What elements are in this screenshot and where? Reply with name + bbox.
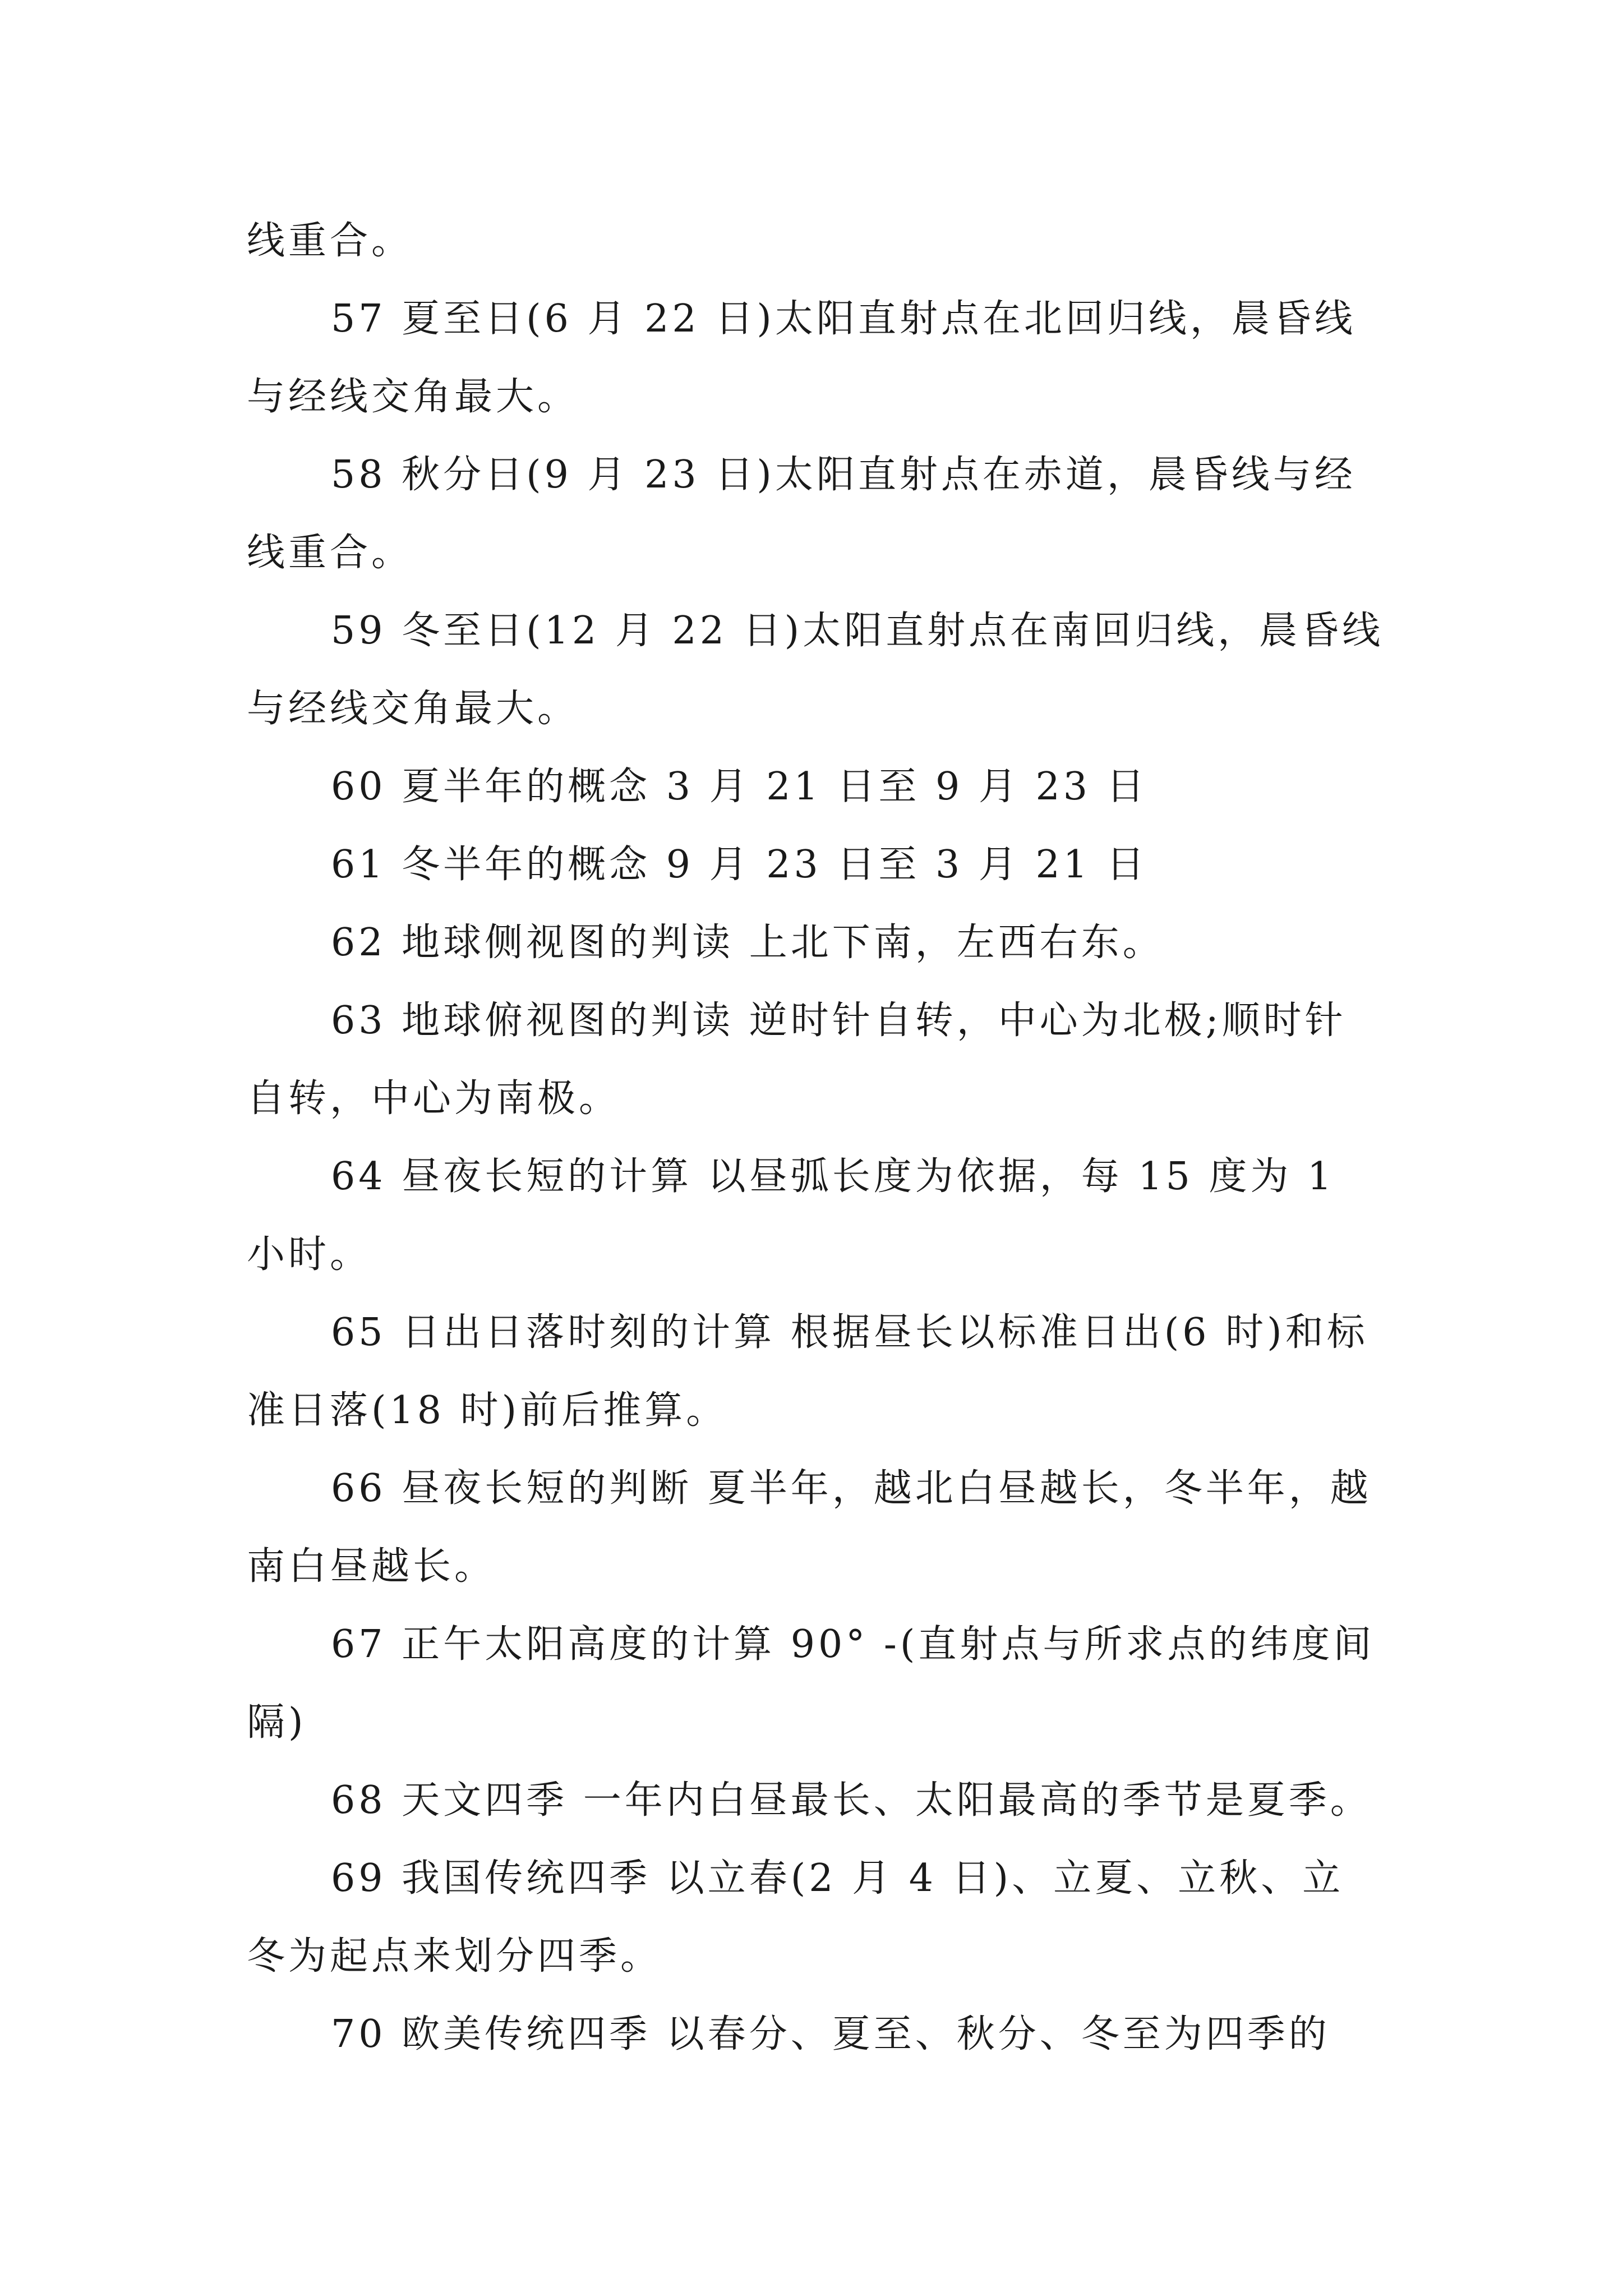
document-body <box>247 202 1385 2073</box>
paragraph-66: 66 昼夜长短的判断 夏半年，越北白昼越长，冬半年，越南白昼越长。 <box>247 1466 1372 1589</box>
paragraph-67: 67 正午太阳高度的计算 90° -(直射点与所求点的纬度间隔) <box>247 1622 1375 1745</box>
paragraph-65: 65 日出日落时刻的计算 根据昼长以标准日出(6 时)和标准日落(18 时)前后推算。 <box>247 1310 1368 1433</box>
paragraph-68: 68 天文四季 一年内白昼最长、太阳最高的季节是夏季。 <box>331 1778 1372 1823</box>
paragraph-continuation: 线重合。 <box>247 219 413 263</box>
paragraph-58: 58 秋分日(9 月 23 日)太阳直射点在赤道，晨昏线与经线重合。 <box>247 453 1356 575</box>
paragraph-61: 61 冬半年的概念 9 月 23 日至 3 月 21 日 <box>331 843 1148 887</box>
paragraph-69: 69 我国传统四季 以立春(2 月 4 日)、立夏、立秋、立冬为起点来划分四季。 <box>247 1856 1344 1978</box>
paragraph-70: 70 欧美传统四季 以春分、夏至、秋分、冬至为四季的 <box>331 2012 1330 2056</box>
paragraph-63: 63 地球俯视图的判读 逆时针自转，中心为北极;顺时针自转，中心为南极。 <box>247 999 1347 1121</box>
paragraph-59: 59 冬至日(12 月 22 日)太阳直射点在南回归线，晨昏线与经线交角最大。 <box>247 609 1384 731</box>
paragraph-60: 60 夏半年的概念 3 月 21 日至 9 月 23 日 <box>331 765 1148 809</box>
paragraph-57: 57 夏至日(6 月 22 日)太阳直射点在北回归线，晨昏线与经线交角最大。 <box>247 297 1356 419</box>
paragraph-62: 62 地球侧视图的判读 上北下南，左西右东。 <box>331 921 1164 965</box>
paragraph-64: 64 昼夜长短的计算 以昼弧长度为依据，每 15 度为 1 小时。 <box>247 1154 1335 1277</box>
